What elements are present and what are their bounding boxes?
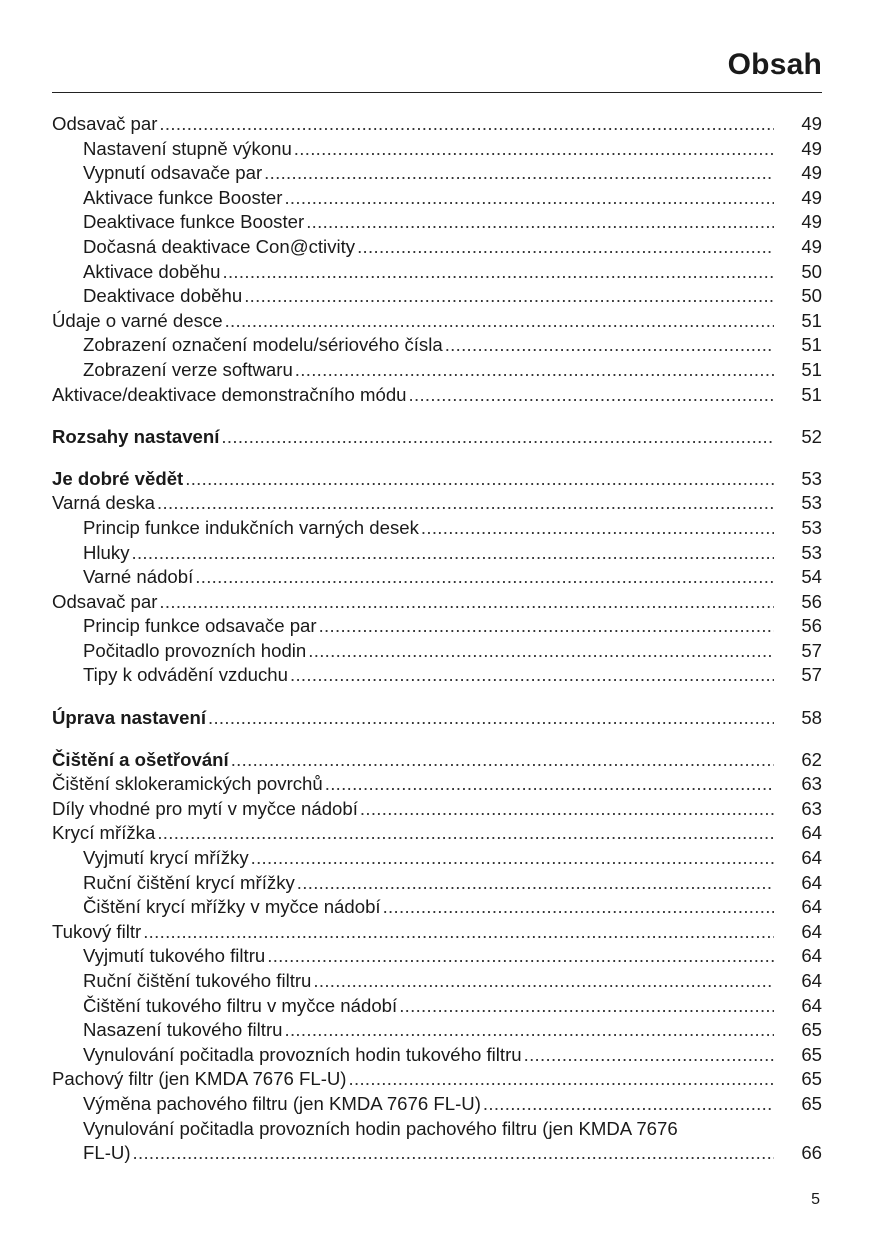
toc-entry-label: Čištění krycí mřížky v myčce nádobí [83,896,381,918]
dot-leader [349,1067,774,1092]
dot-leader [133,1141,774,1166]
toc-entry-page: 50 [801,285,822,307]
toc-entry-label: Aktivace doběhu [83,260,221,282]
toc-entry[interactable] [52,1067,822,1092]
toc-entry[interactable] [52,137,822,162]
toc-entry-page: 65 [801,1043,822,1065]
toc-entry[interactable] [52,1092,822,1117]
toc-entry-label: Krycí mřížka [52,822,156,844]
toc-entry-label: Úprava nastavení [52,706,206,728]
toc-entry-page: 63 [801,797,822,819]
toc-entry-label: Pachový filtr (jen KMDA 7676 FL-U) [52,1068,347,1090]
toc-entry[interactable] [52,590,822,615]
toc-entry[interactable] [52,161,822,186]
dot-leader [295,358,774,383]
page-title: Obsah [727,48,822,81]
dot-leader [208,706,774,731]
dot-leader [159,112,774,137]
toc-entry-label: Odsavač par [52,113,158,134]
toc-entry[interactable] [52,1141,822,1166]
toc-entry[interactable] [52,541,822,566]
toc-entry[interactable] [52,383,822,408]
toc-entry-page: 64 [801,945,822,967]
toc-entry-label: Ruční čištění krycí mřížky [83,871,295,893]
toc-entry-label: Zobrazení verze softwaru [83,358,293,380]
toc-entry-page: 64 [801,847,822,869]
toc-entry-label: Zobrazení označení modelu/sériového čísla [83,334,443,356]
dot-leader [251,846,774,871]
dot-leader [290,663,774,688]
toc-entry-page: 56 [801,615,822,637]
dot-leader [308,639,774,664]
toc-entry-page: 51 [801,309,822,331]
toc-entry-label: Vyjmutí tukového filtru [83,945,266,967]
toc-entry[interactable] [52,895,822,920]
toc-entry-page: 64 [801,970,822,991]
toc-entry[interactable] [52,748,822,773]
toc-entry-label: Čištění a ošetřování [52,748,229,770]
toc-entry-page: 49 [801,137,822,159]
toc-entry-label: Deaktivace doběhu [83,285,243,307]
toc-entry-page: 49 [801,113,822,134]
toc-entry-label: Varné nádobí [83,566,194,588]
dot-leader [231,748,774,773]
toc-entry-page: 58 [801,706,822,728]
toc-entry-label: Aktivace funkce Booster [83,186,283,208]
toc-entry[interactable] [52,565,822,590]
dot-leader [313,969,774,994]
toc-entry-page: 51 [801,383,822,405]
toc-entry[interactable] [52,797,822,822]
header-divider [52,92,822,93]
toc-entry-label: Čištění sklokeramických povrchů [52,773,323,795]
toc-entry[interactable] [52,235,822,260]
toc-entry-page: 53 [801,492,822,514]
toc-entry-label: Vynulování počitadla provozních hodin tukového filtru [83,1043,522,1065]
toc-entry-page: 54 [801,566,822,588]
dot-leader [132,541,775,566]
toc-entry-label: Díly vhodné pro mytí v myčce nádobí [52,797,358,819]
dot-leader [409,383,774,408]
toc-entry-label: Tukový filtr [52,920,142,942]
dot-leader [222,260,774,285]
toc-entry-page: 52 [801,425,822,447]
dot-leader [325,772,774,797]
toc-entry-page: 53 [801,467,822,489]
toc-entry-page: 64 [801,871,822,893]
toc-entry-label: Deaktivace funkce Booster [83,211,305,233]
toc-entry[interactable] [52,614,822,639]
dot-leader [195,565,774,590]
dot-leader [421,516,774,541]
toc-entry[interactable] [52,821,822,846]
toc-entry-page: 49 [801,211,822,233]
toc-entry[interactable] [52,467,822,492]
toc-entry-page: 49 [801,235,822,257]
toc-entry[interactable] [52,994,822,1019]
toc-entry[interactable] [52,516,822,541]
dot-leader [483,1092,774,1117]
toc-entry-label: Aktivace/deaktivace demonstračního módu [52,383,407,405]
dot-leader [297,871,774,896]
dot-leader [221,425,774,450]
toc-entry-page: 64 [801,920,822,942]
dot-leader [159,590,774,615]
dot-leader [143,920,774,945]
toc-entry[interactable] [52,491,822,516]
toc-entry-page: 50 [801,260,822,282]
page-number: 5 [811,1191,820,1208]
toc-entry[interactable] [52,1043,822,1068]
toc-entry-page: 62 [801,748,822,770]
toc-entry-label: Nastavení stupně výkonu [83,137,292,159]
toc-entry-page: 51 [801,358,822,380]
toc-entry-label: Princip funkce indukčních varných desek [83,516,419,538]
toc-entry-label: Varná deska [52,492,156,514]
toc-entry[interactable] [52,846,822,871]
dot-leader [399,994,774,1019]
dot-leader [244,284,774,309]
toc-entry[interactable] [52,358,822,383]
toc-entry[interactable] [52,1018,822,1043]
toc-entry-label: Údaje o varné desce [52,309,223,331]
toc-entry-page: 56 [801,590,822,612]
table-of-contents [52,112,822,1166]
toc-entry-page: 63 [801,773,822,795]
toc-entry-label: FL-U) [83,1142,131,1164]
toc-entry-page: 53 [801,541,822,563]
toc-entry-label: Tipy k odvádění vzduchu [83,664,288,686]
toc-entry[interactable] [52,920,822,945]
dot-leader [185,467,774,492]
toc-entry-page: 64 [801,822,822,844]
toc-entry-label: Vypnutí odsavače par [83,162,263,184]
toc-entry[interactable] [52,706,822,731]
toc-entry-page: 51 [801,334,822,356]
dot-leader [319,614,774,639]
dot-leader [360,797,774,822]
toc-entry-line: Vynulování počitadla provozních hodin pachového filtru (jen KMDA 7676 [83,1117,678,1139]
dot-leader [284,1018,774,1043]
toc-entry[interactable] [52,309,822,334]
toc-entry[interactable] [52,425,822,450]
toc-entry-page: 49 [801,162,822,184]
toc-entry[interactable] [52,969,822,994]
dot-leader [294,137,774,162]
toc-entry-page: 65 [801,1092,822,1114]
toc-entry[interactable] [52,639,822,664]
toc-entry[interactable] [52,333,822,358]
toc-entry-label: Výměna pachového filtru (jen KMDA 7676 FL-U) [83,1092,481,1114]
dot-leader [157,821,774,846]
dot-leader [306,210,774,235]
toc-entry-label: Princip funkce odsavače par [83,615,317,637]
toc-entry-page: 64 [801,896,822,918]
toc-entry-page: 57 [801,639,822,661]
toc-entry[interactable] [52,112,822,137]
toc-entry[interactable] [52,871,822,896]
dot-leader [357,235,774,260]
dot-leader [157,491,774,516]
toc-entry-page: 64 [801,994,822,1016]
dot-leader [267,944,774,969]
toc-entry-page: 65 [801,1068,822,1090]
toc-entry-label: Odsavač par [52,590,158,612]
toc-entry[interactable] [52,772,822,797]
dot-leader [445,333,774,358]
toc-entry-label: Dočasná deaktivace Con@ctivity [83,235,356,257]
toc-entry[interactable] [52,284,822,309]
dot-leader [383,895,774,920]
dot-leader [225,309,774,334]
toc-entry-label: Je dobré vědět [52,467,184,489]
dot-leader [264,161,774,186]
toc-entry-label: Ruční čištění tukového filtru [83,970,312,991]
toc-entry-label: Počitadlo provozních hodin [83,639,307,661]
toc-entry-label: Vyjmutí krycí mřížky [83,847,249,869]
toc-entry-page: 57 [801,664,822,686]
toc-entry[interactable] [52,260,822,285]
toc-entry-page: 66 [801,1142,822,1164]
toc-entry-label: Čištění tukového filtru v myčce nádobí [83,994,398,1016]
toc-entry-page: 49 [801,186,822,208]
toc-entry[interactable] [52,663,822,688]
toc-entry[interactable] [52,186,822,211]
toc-entry-page: 65 [801,1019,822,1041]
dot-leader [284,186,774,211]
toc-entry-page: 53 [801,516,822,538]
dot-leader [524,1043,774,1068]
toc-entry-label: Hluky [83,541,130,563]
toc-entry[interactable] [52,210,822,235]
toc-entry-label: Rozsahy nastavení [52,425,220,447]
toc-entry-label: Nasazení tukového filtru [83,1019,283,1041]
toc-entry[interactable] [52,944,822,969]
